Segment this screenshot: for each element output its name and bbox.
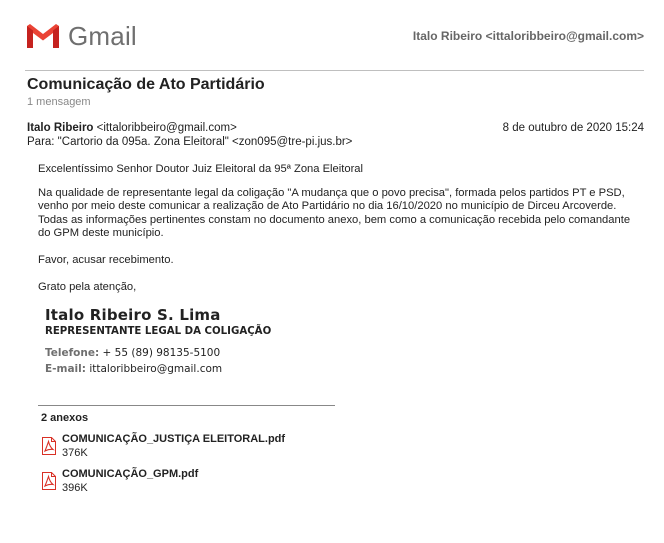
phone-label: Telefone: (45, 347, 100, 359)
signature-name: Italo Ribeiro S. Lima (45, 306, 221, 324)
email-value[interactable]: ittaloribbeiro@gmail.com (89, 363, 223, 375)
body-greeting: Excelentíssimo Senhor Doutor Juiz Eleitoral da 95ª Zona Eleitoral (38, 163, 364, 175)
attachments-count: 2 anexos (41, 412, 89, 424)
email-label: E-mail: (45, 363, 86, 375)
attachment-item[interactable] (41, 433, 341, 463)
attachment-size: 396K (62, 482, 88, 494)
pdf-icon (41, 437, 57, 455)
phone-value: + 55 (89) 98135-5100 (102, 347, 221, 359)
gmail-wordmark: Gmail (68, 21, 137, 51)
thread-subject: Comunicação de Ato Partidário (27, 76, 265, 93)
attachment-size: 376K (62, 447, 88, 459)
body-request: Favor, acusar recebimento. (38, 254, 174, 266)
signature-email-row (45, 363, 222, 375)
attachment-name[interactable]: COMUNICAÇÃO_GPM.pdf (62, 468, 199, 480)
message-count: 1 mensagem (27, 96, 91, 108)
signature-title: REPRESENTANTE LEGAL DA COLIGAÇÃO (45, 326, 272, 337)
header-divider (25, 70, 644, 71)
message-date: 8 de outubro de 2020 15:24 (502, 122, 644, 134)
body-closing: Grato pela atenção, (38, 281, 137, 293)
attachment-name[interactable]: COMUNICAÇÃO_JUSTIÇA ELEITORAL.pdf (62, 433, 286, 445)
sender-name: Italo Ribeiro (27, 122, 94, 134)
body-paragraph: Na qualidade de representante legal da coligação "A mudança que o povo precisa", formada pelos partidos PT e PSD, venho por meio deste comunicar a realização de Ato Partidário no dia 16/10/2020 no município de Dirceu Arcoverde. Todas as informações pertinentes constam no documento anexo, bem como a comunicação recebida pelo comandante do GPM deste município. (38, 187, 631, 240)
attachment-item[interactable] (41, 468, 341, 498)
signature-phone-row (45, 347, 220, 359)
sender-email[interactable]: <ittaloribbeiro@gmail.com> (96, 122, 237, 134)
gmail-logo[interactable] (25, 21, 141, 51)
account-identity: Italo Ribeiro <ittaloribbeiro@gmail.com> (412, 29, 644, 43)
gmail-m-icon (25, 22, 61, 49)
pdf-icon (41, 472, 57, 490)
recipient-line: Para: "Cartorio da 095a. Zona Eleitoral" <zon095@tre-pi.jus.br> (27, 136, 353, 148)
sender-line (27, 122, 237, 134)
attachments-divider (38, 405, 335, 406)
